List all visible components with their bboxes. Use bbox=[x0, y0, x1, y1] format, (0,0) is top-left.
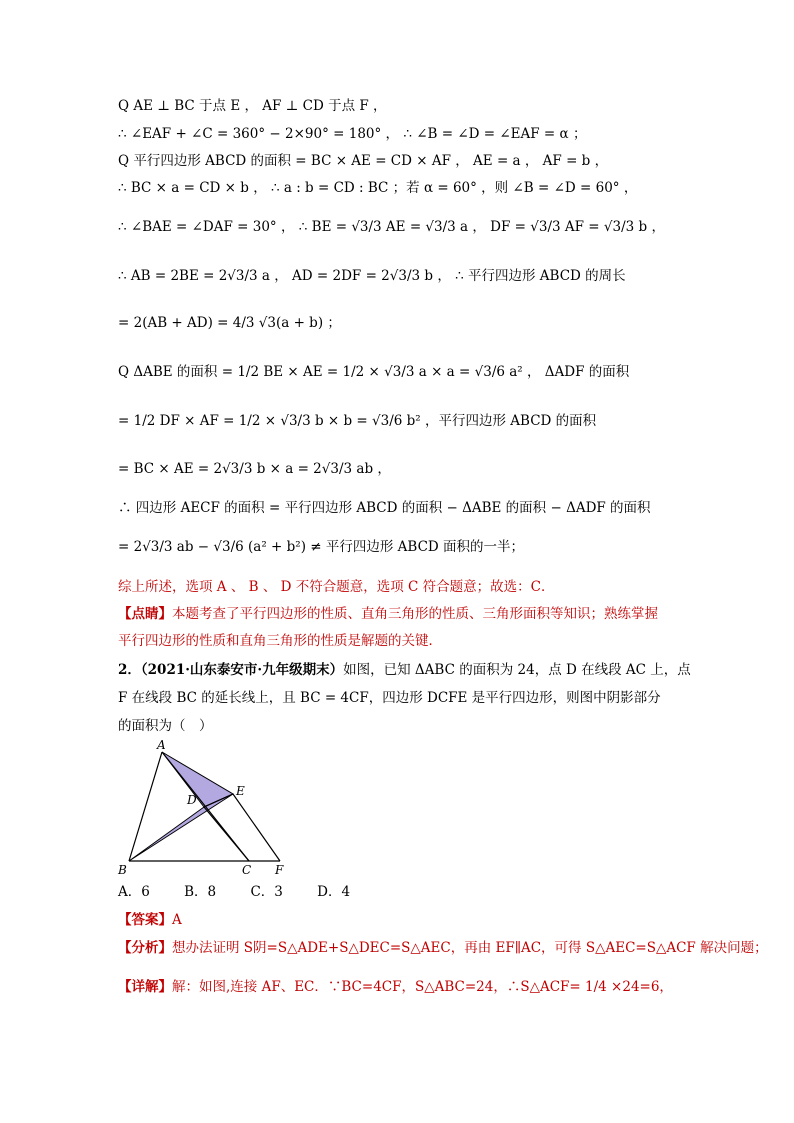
analysis-text: 想办法证明 S阴=S△ADE+S△DEC=S△AEC，再由 EF∥AC，可得 S△AEC=S△ACF 解决问题； bbox=[172, 940, 768, 956]
question-number: 2． bbox=[118, 662, 141, 678]
label-d: D bbox=[187, 793, 197, 807]
solution-line-9: = 1/2 DF × AF = 1/2 × √3/3 b × b = √3/6 b² ，平行四边形 ABCD 的面积 bbox=[118, 413, 597, 429]
solution-line-11: ∴ 四边形 AECF 的面积 = 平行四边形 ABCD 的面积 − ΔABE 的面积 − ΔADF 的面积 bbox=[118, 500, 651, 516]
dianjing-line-2: 平行四边形的性质和直角三角形的性质是解题的关键． bbox=[118, 633, 442, 649]
solution-line-8: Q ΔABE 的面积 = 1/2 BE × AE = 1/2 × √3/3 a × a = √3/6 a² ， ΔADF 的面积 bbox=[118, 364, 630, 380]
question-line-3: 的面积为（ ） bbox=[118, 718, 213, 734]
solution-line-3: Q 平行四边形 ABCD 的面积 = BC × AE = CD × AF ， AE = a ， AF = b ， bbox=[118, 153, 609, 169]
solution-line-4: ∴ BC × a = CD × b ， ∴ a : b = CD : BC ；若 α = 60° ，则 ∠B = ∠D = 60° ， bbox=[118, 180, 638, 196]
geometry-figure bbox=[112, 740, 312, 880]
answer-tag: 【答案】 bbox=[118, 912, 172, 928]
label-f: F bbox=[275, 863, 284, 877]
solution-line-7: = 2(AB + AD) = 4/3 √3(a + b) ； bbox=[118, 315, 341, 331]
segment-dc bbox=[204, 807, 249, 861]
solution-line-2: ∴ ∠EAF + ∠C = 360° − 2×90° = 180° ， ∴ ∠B = ∠D = ∠EAF = α ； bbox=[118, 126, 587, 142]
solution-line-10: = BC × AE = 2√3/3 b × a = 2√3/3 ab ， bbox=[118, 461, 391, 477]
answer-line bbox=[118, 910, 182, 930]
solution-line-5: ∴ ∠BAE = ∠DAF = 30° ， ∴ BE = √3/3 AE = √3/3 a ， DF = √3/3 AF = √3/3 b ， bbox=[118, 219, 665, 235]
label-e: E bbox=[236, 784, 245, 798]
question-line-2: F 在线段 BC 的延长线上，且 BC = 4CF，四边形 DCFE 是平行四边形，则图中阴影部分 bbox=[118, 690, 661, 706]
question-text-1: 如图，已知 ΔABC 的面积为 24，点 D 在线段 AC 上，点 bbox=[343, 662, 691, 678]
dianjing-tag: 【点睛】 bbox=[118, 606, 172, 622]
choice-b[interactable]: B．8 bbox=[184, 884, 217, 900]
solution-line-12: = 2√3/3 ab − √3/6 (a² + b²) ≠ 平行四边形 ABCD 面积的一半； bbox=[118, 539, 525, 555]
solution-line-6: ∴ AB = 2BE = 2√3/3 a ， AD = 2DF = 2√3/3 b ， ∴ 平行四边形 ABCD 的周长 bbox=[118, 268, 626, 284]
detail-line bbox=[118, 977, 673, 997]
question-line-1 bbox=[118, 660, 691, 680]
label-c: C bbox=[242, 863, 252, 877]
analysis-line bbox=[118, 938, 768, 958]
conclusion-line: 综上所述，选项 A 、 B 、 D 不符合题意，选项 C 符合题意；故选：C． bbox=[118, 579, 555, 595]
dianjing-text-1: 本题考查了平行四边形的性质、直角三角形的性质、三角形面积等知识；熟练掌握 bbox=[172, 606, 658, 622]
detail-tag: 【详解】 bbox=[118, 979, 172, 995]
choice-d[interactable]: D．4 bbox=[317, 884, 351, 900]
dianjing-line-1 bbox=[118, 604, 658, 624]
label-b: B bbox=[118, 863, 127, 877]
answer-choices bbox=[118, 882, 380, 902]
detail-text: 解：如图,连接 AF、EC．∵BC=4CF，S△ABC=24，∴S△ACF= 1/4 ×24=6， bbox=[172, 979, 673, 995]
shaded-triangle-dec bbox=[129, 794, 233, 861]
analysis-tag: 【分析】 bbox=[118, 940, 172, 956]
choice-c[interactable]: C．3 bbox=[250, 884, 283, 900]
choice-a[interactable]: A．6 bbox=[118, 884, 150, 900]
solution-line-1: Q AE ⊥ BC 于点 E ， AF ⊥ CD 于点 F ， bbox=[118, 98, 387, 114]
answer-value: A bbox=[172, 912, 182, 928]
segment-ab bbox=[129, 752, 162, 861]
question-source: （2021·山东泰安市·九年级期末） bbox=[140, 662, 344, 678]
label-a: A bbox=[157, 740, 166, 752]
